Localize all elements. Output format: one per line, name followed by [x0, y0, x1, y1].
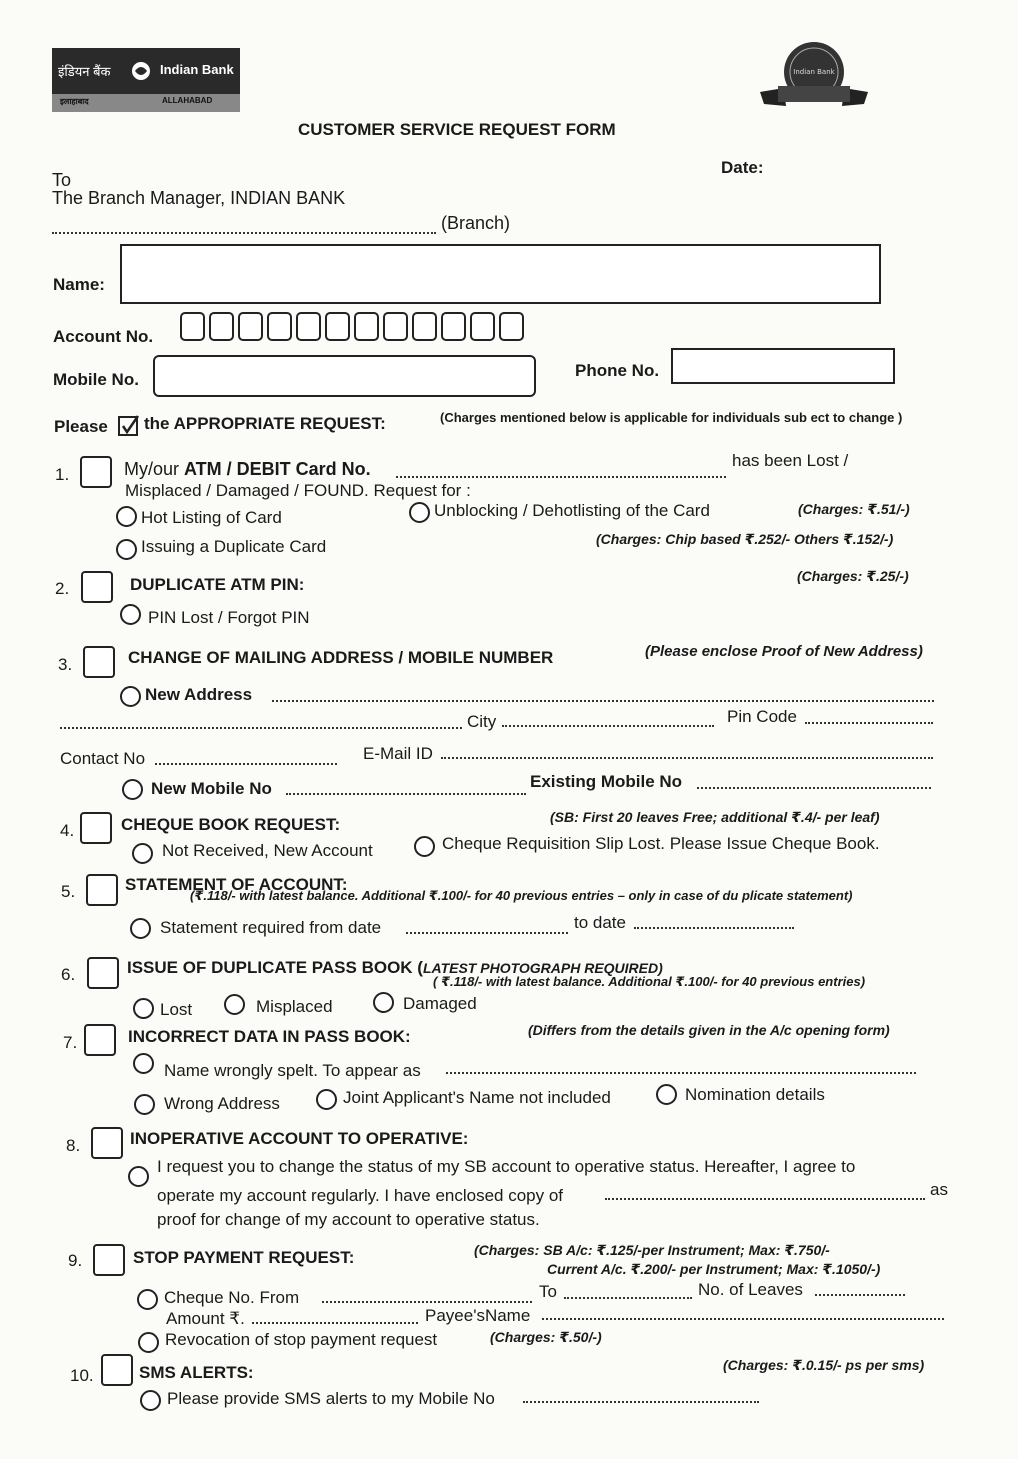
account-number-boxes[interactable]	[180, 312, 534, 344]
phone-input[interactable]	[671, 348, 895, 384]
statement-title: STATEMENT OF ACCOUNT:	[125, 875, 348, 894]
phone-label: Phone No.	[575, 361, 660, 380]
seal-text: Indian Bank	[793, 68, 835, 76]
duplicate-pin-charge: (Charges: ₹.25/-)	[797, 568, 909, 584]
duplicate-card-label: Issuing a Duplicate Card	[141, 537, 327, 556]
unblocking-radio[interactable]	[409, 502, 430, 523]
account-label: Account No.	[53, 327, 154, 346]
logo-english: Indian Bank	[160, 62, 234, 77]
unblocking-label: Unblocking / Dehotlisting of the Card	[434, 501, 710, 520]
cheque-range-radio[interactable]	[137, 1289, 158, 1310]
inoperative-account-title: INOPERATIVE ACCOUNT TO OPERATIVE:	[130, 1129, 469, 1148]
account-digit-box[interactable]	[325, 312, 350, 341]
section-number: 2.	[55, 579, 70, 598]
lost-label: Lost	[160, 1000, 193, 1019]
existing-mobile-field[interactable]	[697, 787, 931, 789]
account-digit-box[interactable]	[209, 312, 234, 341]
section-number: 8.	[66, 1136, 81, 1155]
to-label: To	[52, 170, 72, 190]
cheque-to-field[interactable]	[564, 1297, 692, 1299]
date-label: Date:	[721, 158, 764, 177]
cheque-book-charge: (SB: First 20 leaves Free; additional ₹.4/- per leaf)	[550, 809, 880, 825]
name-label: Name:	[53, 275, 105, 294]
section-number: 7.	[63, 1033, 78, 1052]
account-digit-box[interactable]	[499, 312, 524, 341]
account-digit-box[interactable]	[383, 312, 408, 341]
cheque-from-field[interactable]	[322, 1301, 532, 1303]
mobile-label: Mobile No.	[53, 370, 139, 389]
incorrect-data-note: (Differs from the details given in the A/c opening form)	[528, 1022, 890, 1038]
new-mobile-field[interactable]	[286, 793, 526, 795]
operative-line-2: operate my account regularly. I have enclosed copy of	[157, 1186, 564, 1205]
existing-mobile-label: Existing Mobile No	[530, 772, 683, 791]
operative-line-3: proof for change of my account to operative status.	[157, 1210, 540, 1229]
pin-lost-radio[interactable]	[120, 604, 141, 625]
hotlisting-charge: (Charges: ₹.51/-)	[798, 501, 910, 517]
amount-label: Amount ₹.	[166, 1309, 245, 1328]
nomination-radio[interactable]	[656, 1084, 677, 1105]
section-number: 9.	[68, 1251, 83, 1270]
damaged-radio[interactable]	[373, 992, 394, 1013]
wrong-address-radio[interactable]	[134, 1094, 155, 1115]
city-label: City	[467, 712, 497, 731]
sms-alerts-charge: (Charges: ₹.0.15/- ps per sms)	[723, 1357, 925, 1373]
stop-payment-charge-current: Current A/c. ₹.200/- per Instrument; Max: ₹.1050/-)	[547, 1261, 881, 1277]
section-number: 1.	[55, 465, 70, 484]
change-address-title: CHANGE OF MAILING ADDRESS / MOBILE NUMBER	[128, 648, 554, 667]
checkmark-icon	[118, 414, 142, 438]
operative-as-text: as	[930, 1180, 948, 1199]
requisition-lost-label: Cheque Requisition Slip Lost. Please Issue Cheque Book.	[442, 834, 880, 853]
name-input[interactable]	[120, 244, 881, 304]
stop-payment-charge-sb: (Charges: SB A/c: ₹.125/-per Instrument; Max: ₹.750/-	[474, 1242, 830, 1258]
cheque-to-label: To	[539, 1282, 557, 1301]
email-field[interactable]	[441, 757, 933, 759]
payee-label: Payee'sName	[425, 1306, 531, 1325]
sms-mobile-field[interactable]	[523, 1401, 759, 1403]
wrong-address-label: Wrong Address	[164, 1094, 280, 1113]
account-digit-box[interactable]	[441, 312, 466, 341]
enclosed-document-field[interactable]	[605, 1198, 925, 1200]
joint-applicant-label: Joint Applicant's Name not included	[343, 1088, 611, 1107]
section-number: 5.	[61, 882, 76, 901]
appropriate-request-label: the APPROPRIATE REQUEST:	[144, 414, 386, 433]
please-label: Please	[54, 417, 108, 436]
account-digit-box[interactable]	[180, 312, 205, 341]
duplicate-pin-title: DUPLICATE ATM PIN:	[130, 575, 305, 594]
pin-code-label: Pin Code	[727, 707, 797, 726]
duplicate-passbook-checkbox[interactable]	[87, 957, 119, 989]
incorrect-data-checkbox[interactable]	[84, 1024, 116, 1056]
charges-note: (Charges mentioned below is applicable for individuals sub ect to change )	[440, 410, 903, 425]
duplicate-card-radio[interactable]	[116, 539, 137, 560]
sms-alerts-title: SMS ALERTS:	[139, 1363, 254, 1382]
form-title: CUSTOMER SERVICE REQUEST FORM	[298, 120, 616, 139]
misplaced-label: Misplaced	[256, 997, 333, 1016]
new-mobile-label: New Mobile No	[151, 779, 272, 798]
section-number: 10.	[70, 1366, 94, 1385]
duplicate-passbook-charge: ( ₹.118/- with latest balance. Additional ₹.100/- for 40 previous entries)	[433, 974, 866, 989]
account-digit-box[interactable]	[470, 312, 495, 341]
account-digit-box[interactable]	[296, 312, 321, 341]
account-digit-box[interactable]	[267, 312, 292, 341]
contact-label: Contact No	[60, 749, 146, 768]
revocation-radio[interactable]	[138, 1332, 159, 1353]
name-spelt-radio[interactable]	[133, 1053, 154, 1074]
branch-label: (Branch)	[441, 213, 511, 233]
section-number: 4.	[60, 821, 75, 840]
statement-checkbox[interactable]	[86, 874, 118, 906]
new-address-field[interactable]	[272, 700, 934, 702]
section-number: 6.	[61, 965, 76, 984]
logo-sub-right: ALLAHABAD	[162, 96, 213, 105]
address-proof-note: (Please enclose Proof of New Address)	[645, 643, 923, 660]
hot-listing-radio[interactable]	[116, 506, 137, 527]
atm-request-text: Misplaced / Damaged / FOUND. Request for :	[125, 481, 471, 500]
indian-bank-logo	[52, 48, 240, 112]
operative-status-radio[interactable]	[128, 1166, 149, 1187]
correct-name-field[interactable]	[446, 1072, 916, 1074]
bank-logo-icon	[130, 60, 152, 82]
requisition-lost-radio[interactable]	[414, 836, 435, 857]
mobile-input[interactable]	[153, 355, 536, 397]
statement-to-label: to date	[574, 913, 626, 932]
duplicate-card-charge: (Charges: Chip based ₹.252/- Others ₹.152/-)	[596, 531, 894, 547]
statement-from-label: Statement required from date	[160, 918, 382, 937]
new-address-radio[interactable]	[120, 686, 141, 707]
statement-charge: (₹.118/- with latest balance. Additional ₹.100/- for 40 previous entries – only in case of du plicate statement)	[190, 888, 853, 903]
misplaced-radio[interactable]	[224, 994, 245, 1015]
section-number: 3.	[58, 655, 73, 674]
sms-alerts-checkbox[interactable]	[101, 1354, 133, 1386]
email-label: E-Mail ID	[363, 744, 433, 763]
pin-lost-label: PIN Lost / Forgot PIN	[148, 608, 310, 627]
leaves-label: No. of Leaves	[698, 1280, 803, 1299]
revocation-label: Revocation of stop payment request	[165, 1330, 438, 1349]
account-digit-box[interactable]	[238, 312, 263, 341]
leaves-field[interactable]	[815, 1294, 905, 1296]
operative-line-1: I request you to change the status of my SB account to operative status. Hereafter, I agree to	[157, 1157, 856, 1176]
duplicate-passbook-title: ISSUE OF DUPLICATE PASS BOOK (LATEST PHOTOGRAPH REQUIRED)	[127, 958, 663, 977]
contact-field[interactable]	[155, 763, 337, 765]
atm-card-number-field[interactable]	[396, 476, 726, 478]
change-address-checkbox[interactable]	[83, 646, 115, 678]
incorrect-data-title: INCORRECT DATA IN PASS BOOK:	[128, 1027, 411, 1046]
statement-radio[interactable]	[130, 918, 151, 939]
logo-sub-left: इलाहाबाद	[60, 97, 89, 106]
not-received-radio[interactable]	[132, 843, 153, 864]
address-line-field[interactable]	[60, 727, 462, 729]
hot-listing-label: Hot Listing of Card	[141, 508, 282, 527]
account-digit-box[interactable]	[412, 312, 437, 341]
not-received-label: Not Received, New Account	[162, 841, 373, 860]
revocation-charge: (Charges: ₹.50/-)	[490, 1329, 602, 1345]
lost-radio[interactable]	[133, 998, 154, 1019]
nomination-label: Nomination details	[685, 1085, 825, 1104]
branch-field[interactable]	[52, 232, 436, 234]
cheque-from-label: Cheque No. From	[164, 1288, 300, 1307]
duplicate-pin-checkbox[interactable]	[81, 571, 113, 603]
bank-seal-emblem	[756, 40, 872, 112]
statement-from-field[interactable]	[406, 932, 568, 934]
city-field[interactable]	[502, 725, 714, 727]
payee-field[interactable]	[542, 1318, 944, 1320]
cheque-book-checkbox[interactable]	[80, 812, 112, 844]
atm-card-line: My/our ATM / DEBIT Card No.	[124, 459, 371, 479]
damaged-label: Damaged	[403, 994, 477, 1013]
amount-field[interactable]	[252, 1322, 418, 1324]
addressee: The Branch Manager, INDIAN BANK	[52, 188, 346, 208]
stop-payment-title: STOP PAYMENT REQUEST:	[133, 1248, 355, 1267]
atm-card-checkbox[interactable]	[80, 456, 112, 488]
cheque-book-title: CHEQUE BOOK REQUEST:	[121, 815, 341, 834]
statement-to-field[interactable]	[634, 927, 794, 929]
stop-payment-checkbox[interactable]	[93, 1244, 125, 1276]
pin-code-field[interactable]	[805, 722, 933, 724]
sms-alerts-radio[interactable]	[140, 1390, 161, 1411]
atm-status-text: has been Lost /	[732, 451, 849, 470]
logo-hindi: इंडियन बैंक	[58, 64, 111, 79]
inoperative-account-checkbox[interactable]	[91, 1127, 123, 1159]
new-mobile-radio[interactable]	[122, 779, 143, 800]
account-digit-box[interactable]	[354, 312, 379, 341]
name-spelt-label: Name wrongly spelt. To appear as	[164, 1061, 421, 1080]
sms-alerts-label: Please provide SMS alerts to my Mobile No	[167, 1389, 495, 1408]
new-address-label: New Address	[145, 685, 253, 704]
joint-applicant-radio[interactable]	[316, 1089, 337, 1110]
